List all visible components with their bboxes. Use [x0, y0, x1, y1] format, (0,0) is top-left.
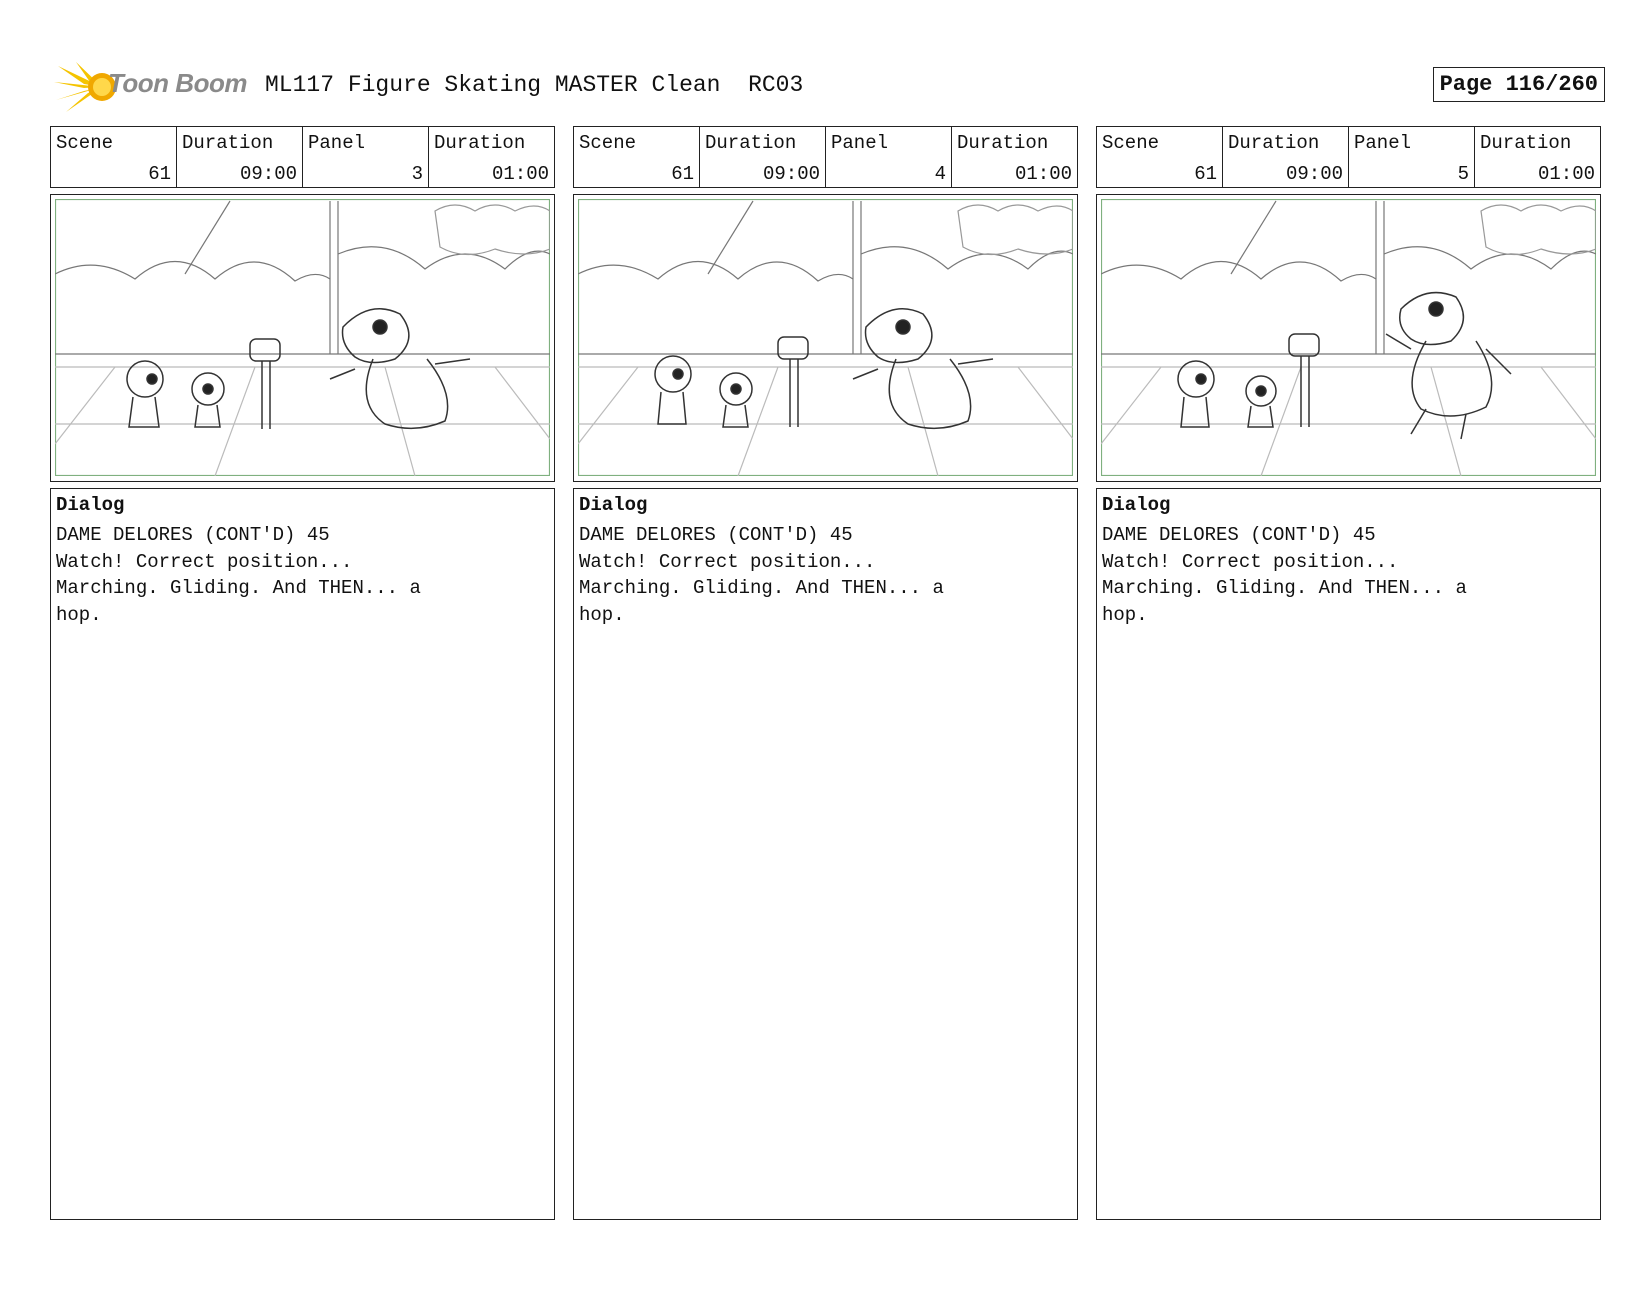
sketch-frame-1: [55, 199, 550, 476]
panel-duration-value: 01:00: [1014, 163, 1072, 185]
dialog-line: Watch! Correct position...: [56, 550, 353, 573]
document-title: ML117 Figure Skating MASTER Clean RC03: [265, 72, 804, 98]
panel-duration-value: 01:00: [491, 163, 549, 185]
page-header: [50, 58, 1605, 118]
scene-duration-cell: [176, 127, 302, 187]
scene-label: Scene: [579, 132, 637, 154]
scene-cell: [51, 127, 176, 187]
scene-duration-label: Duration: [705, 132, 797, 154]
scene-label: Scene: [1102, 132, 1160, 154]
scene-label: Scene: [56, 132, 114, 154]
panel-drawing: [50, 194, 555, 482]
panel-value: 4: [934, 163, 946, 185]
scene-value: 61: [671, 163, 694, 185]
dialog-label: Dialog: [56, 494, 125, 516]
storyboard-panel-3: [1096, 126, 1601, 1220]
storyboard-panel-1: [50, 126, 555, 1220]
panel-duration-value: 01:00: [1537, 163, 1595, 185]
dialog-line: DAME DELORES (CONT'D) 45: [56, 524, 330, 546]
storyboard-panel-2: [573, 126, 1078, 1220]
panel-label: Panel: [831, 132, 889, 154]
panel-value: 5: [1457, 163, 1469, 185]
dialog-line: Marching. Gliding. And THEN... a: [579, 577, 944, 599]
page-number: Page 116/260: [1433, 67, 1605, 102]
logo-text: Toon Boom: [108, 68, 247, 98]
dialog-box: [50, 488, 555, 1220]
scene-duration-cell: [699, 127, 825, 187]
scene-duration-value: 09:00: [1285, 163, 1343, 185]
dialog-text: [1102, 522, 1595, 628]
panel-duration-cell: [951, 127, 1077, 187]
dialog-box: [573, 488, 1078, 1220]
scene-value: 61: [1194, 163, 1217, 185]
dialog-line: hop.: [56, 603, 102, 626]
panel-info-bar: [573, 126, 1078, 188]
dialog-line: hop.: [1102, 603, 1148, 626]
panel-drawing: [573, 194, 1078, 482]
scene-duration-value: 09:00: [762, 163, 820, 185]
scene-duration-label: Duration: [1228, 132, 1320, 154]
panel-duration-label: Duration: [957, 132, 1049, 154]
dialog-label: Dialog: [1102, 494, 1171, 516]
dialog-text: [579, 522, 1072, 628]
scene-cell: [574, 127, 699, 187]
panel-label: Panel: [308, 132, 366, 154]
sketch-frame-2: [578, 199, 1073, 476]
dialog-line: Marching. Gliding. And THEN... a: [1102, 577, 1467, 599]
panel-info-bar: [1096, 126, 1601, 188]
scene-value: 61: [148, 163, 171, 185]
sketch-frame-3: [1101, 199, 1596, 476]
panel-duration-label: Duration: [434, 132, 526, 154]
dialog-line: DAME DELORES (CONT'D) 45: [579, 524, 853, 546]
panel-info-bar: [50, 126, 555, 188]
dialog-label: Dialog: [579, 494, 648, 516]
scene-duration-value: 09:00: [239, 163, 297, 185]
dialog-box: [1096, 488, 1601, 1220]
panel-cell: [302, 127, 428, 187]
dialog-text: [56, 522, 549, 628]
panel-duration-label: Duration: [1480, 132, 1572, 154]
scene-duration-cell: [1222, 127, 1348, 187]
dialog-line: hop.: [579, 603, 625, 626]
dialog-line: Marching. Gliding. And THEN... a: [56, 577, 421, 599]
scene-duration-label: Duration: [182, 132, 274, 154]
panel-drawing: [1096, 194, 1601, 482]
panel-cell: [1348, 127, 1474, 187]
dialog-line: Watch! Correct position...: [1102, 550, 1399, 573]
scene-cell: [1097, 127, 1222, 187]
dialog-line: Watch! Correct position...: [579, 550, 876, 573]
panel-duration-cell: [1474, 127, 1600, 187]
panel-cell: [825, 127, 951, 187]
panel-duration-cell: [428, 127, 554, 187]
panel-value: 3: [411, 163, 423, 185]
panel-label: Panel: [1354, 132, 1412, 154]
dialog-line: DAME DELORES (CONT'D) 45: [1102, 524, 1376, 546]
